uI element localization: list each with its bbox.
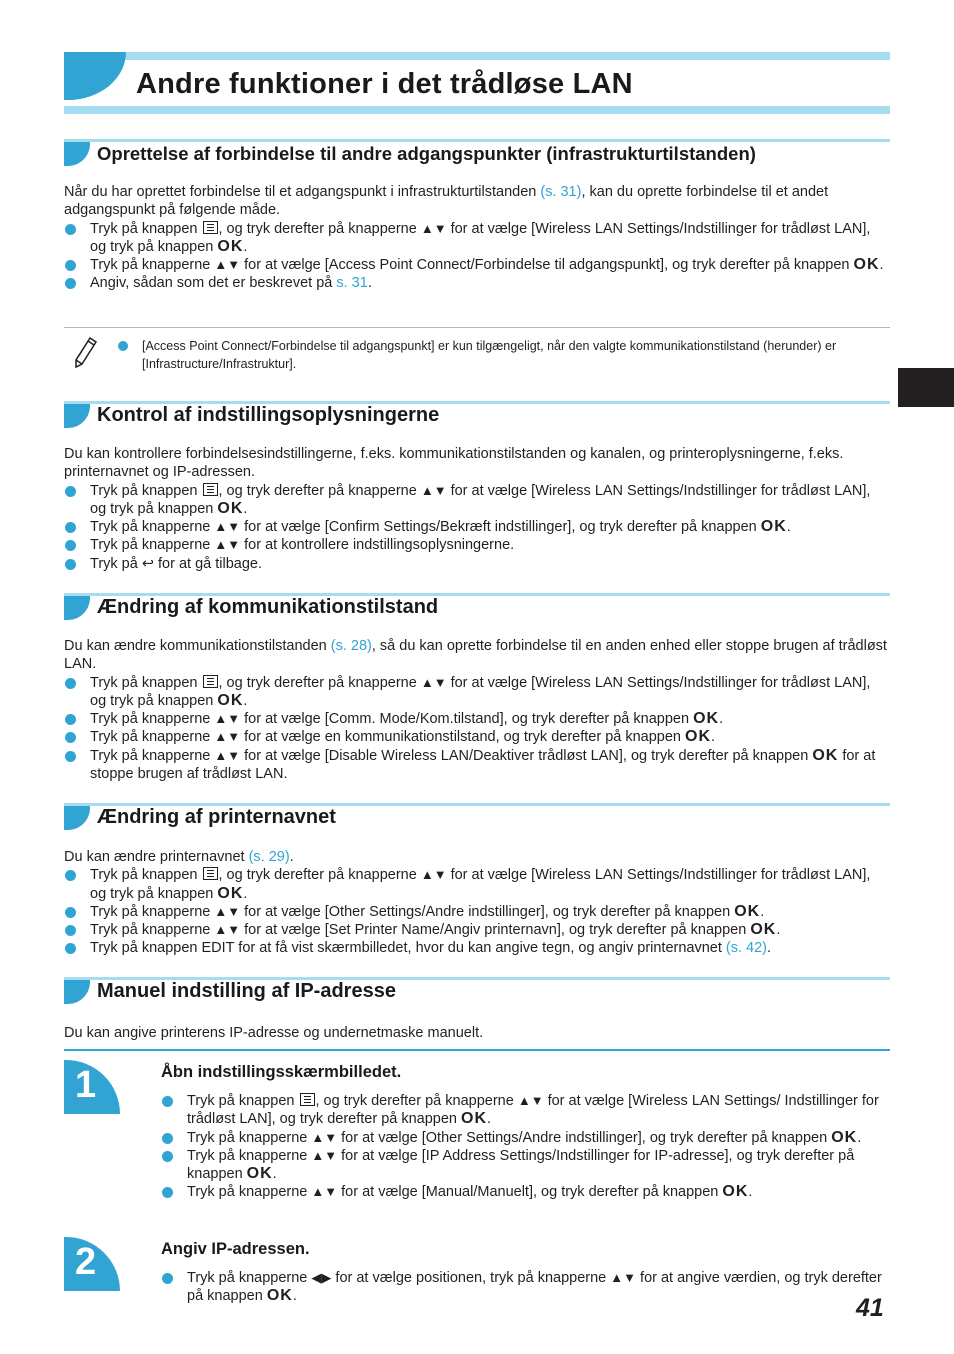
bullet-icon xyxy=(118,341,128,351)
section-heading-bar xyxy=(64,401,890,429)
bullet-icon xyxy=(162,1151,173,1162)
section-check-settings xyxy=(64,401,890,572)
up-down-arrows-icon: ▲▼ xyxy=(420,867,447,883)
up-down-arrows-icon: ▲▼ xyxy=(311,1129,338,1145)
list-item: Tryk på knapperne ▲▼ for at vælge [Disable Wireless LAN/Deaktiver trådløst LAN], og tryk derefter på knappen OK for at stoppe brugen af trådløst LAN. xyxy=(64,747,890,784)
up-down-arrows-icon: ▲▼ xyxy=(311,1184,338,1200)
bullet-icon xyxy=(65,907,76,918)
section-comm-mode xyxy=(64,593,890,783)
section-title: Oprettelse af forbindelse til andre adgangspunkter (infrastrukturtilstanden) xyxy=(97,143,756,164)
up-down-arrows-icon: ▲▼ xyxy=(420,220,447,236)
up-down-arrows-icon: ▲▼ xyxy=(214,747,241,763)
section-tab-decoration xyxy=(64,142,90,166)
step-list xyxy=(64,866,890,957)
up-down-arrows-icon: ▲▼ xyxy=(517,1093,544,1108)
list-item: Tryk på knapperne ▲▼ for at kontrollere indstillingsoplysningerne. xyxy=(64,536,890,554)
section-heading-bar xyxy=(64,139,890,167)
ok-button-icon: OK xyxy=(217,237,244,255)
section-intro: Du kan ændre printernavnet (s. 29). xyxy=(64,849,294,865)
bullet-icon xyxy=(65,678,76,689)
list-item: Tryk på knappen , og tryk derefter på knapperne ▲▼ for at vælge [Wireless LAN Settings/ Indstillinger for trådløst LAN], og tryk derefter på knappen OK. xyxy=(161,1092,890,1129)
ok-button-icon: OK xyxy=(812,746,839,764)
step-list xyxy=(161,1269,890,1306)
up-down-arrows-icon: ▲▼ xyxy=(214,537,241,553)
list-item: Tryk på knapperne ▲▼ for at vælge [Access Point Connect/Forbindelse til adgangspunkt], og tryk derefter på knappen OK. xyxy=(64,256,890,274)
list-item: Tryk på knapperne ▲▼ for at vælge [IP Address Settings/Indstillinger for IP-adresse], og tryk derefter på knappen OK. xyxy=(161,1147,890,1184)
note-list xyxy=(116,337,886,373)
back-icon: ↩ xyxy=(141,555,154,572)
section-rule xyxy=(64,139,890,142)
ok-button-icon: OK xyxy=(461,1110,488,1128)
bullet-icon xyxy=(65,522,76,533)
menu-button-icon xyxy=(203,675,218,688)
ok-button-icon: OK xyxy=(217,499,244,517)
list-item: Tryk på ↩ for at gå tilbage. xyxy=(64,555,890,573)
ok-button-icon: OK xyxy=(685,728,712,746)
section-title: Manuel indstilling af IP-adresse xyxy=(97,980,396,1002)
bullet-icon xyxy=(162,1187,173,1198)
section-tab-decoration xyxy=(64,980,90,1004)
up-down-arrows-icon: ▲▼ xyxy=(214,257,241,273)
bullet-icon xyxy=(65,559,76,570)
bullet-icon xyxy=(65,486,76,497)
list-item: Tryk på knapperne ▲▼ for at vælge [Manual/Manuelt], og tryk derefter på knappen OK. xyxy=(161,1183,890,1201)
header-tab-decoration xyxy=(64,52,126,100)
bullet-icon xyxy=(65,925,76,936)
menu-button-icon xyxy=(203,867,218,880)
section-intro: Du kan angive printerens IP-adresse og undernetmaske manuelt. xyxy=(64,1025,484,1041)
header-top-bar xyxy=(64,52,890,60)
left-right-arrows-icon: ◀▶ xyxy=(311,1270,332,1285)
section-tab-decoration xyxy=(64,596,90,620)
pencil-icon xyxy=(72,336,98,370)
bullet-icon xyxy=(65,260,76,271)
page-link[interactable]: s. 31 xyxy=(336,275,368,292)
ok-button-icon: OK xyxy=(831,1128,858,1146)
section-printer-name xyxy=(64,803,890,957)
ok-button-icon: OK xyxy=(217,884,244,902)
step-number-badge: 1 xyxy=(64,1060,120,1114)
page-number: 41 xyxy=(856,1294,884,1322)
list-item: Tryk på knapperne ▲▼ for at vælge [Confirm Settings/Bekræft indstillinger], og tryk derefter på knappen OK. xyxy=(64,518,890,536)
list-item: Tryk på knapperne ▲▼ for at vælge [Other Settings/Andre indstillinger], og tryk derefter på knappen OK. xyxy=(161,1129,890,1147)
section-heading-bar xyxy=(64,593,890,621)
bullet-icon xyxy=(65,278,76,289)
ok-button-icon: OK xyxy=(750,921,777,939)
page-title: Andre funktioner i det trådløse LAN xyxy=(136,68,633,100)
up-down-arrows-icon: ▲▼ xyxy=(420,674,447,690)
list-item: Tryk på knappen , og tryk derefter på knapperne ▲▼ for at vælge [Wireless LAN Settings/Indstillinger for trådløst LAN], og tryk på knappen OK. xyxy=(64,674,890,711)
up-down-arrows-icon: ▲▼ xyxy=(214,903,241,919)
section-tab-decoration xyxy=(64,806,90,830)
bullet-icon xyxy=(162,1273,173,1284)
ok-button-icon: OK xyxy=(734,902,761,920)
ok-button-icon: OK xyxy=(246,1165,273,1183)
step-title: Åbn indstillingsskærmbilledet. xyxy=(161,1063,402,1081)
section-infrastructure xyxy=(64,139,890,292)
page-link[interactable]: (s. 28) xyxy=(330,638,372,654)
ok-button-icon: OK xyxy=(266,1287,293,1305)
note-item: [Access Point Connect/Forbindelse til adgangspunkt] er kun tilgængeligt, når den valgte kommunikationstilstand (herunder) er [Infrastructure/Infrastruktur]. xyxy=(116,337,886,373)
bullet-icon xyxy=(65,540,76,551)
bullet-icon xyxy=(65,714,76,725)
section-heading-bar xyxy=(64,977,890,1005)
page-link[interactable]: (s. 29) xyxy=(248,849,290,865)
step-list xyxy=(64,220,890,293)
list-item: Tryk på knappen EDIT for at få vist skærmbilledet, hvor du kan angive tegn, og angiv printernavnet (s. 42). xyxy=(64,939,890,957)
chapter-tab xyxy=(898,368,954,407)
section-title: Kontrol af indstillingsoplysningerne xyxy=(97,404,440,426)
menu-button-icon xyxy=(203,221,218,234)
section-intro: Du kan ændre kommunikationstilstanden (s. 28), så du kan oprette forbindelse til en anden enhed eller stoppe brugen af trådløst LAN. xyxy=(64,638,887,673)
list-item: Tryk på knappen , og tryk derefter på knapperne ▲▼ for at vælge [Wireless LAN Settings/Indstillinger for trådløst LAN], og tryk på knappen OK. xyxy=(64,220,890,257)
step-number-badge: 2 xyxy=(64,1237,120,1291)
bullet-icon xyxy=(65,751,76,762)
section-heading-bar xyxy=(64,803,890,831)
ok-button-icon: OK xyxy=(722,1183,749,1201)
section-intro: Når du har oprettet forbindelse til et adgangspunkt i infrastrukturtilstanden (s. 31), kan du oprette forbindelse til et andet adgangspunkt på følgende måde. xyxy=(64,184,829,219)
ok-button-icon: OK xyxy=(853,256,880,274)
list-item: Angiv, sådan som det er beskrevet på s. 31. xyxy=(64,274,890,292)
bullet-icon xyxy=(162,1133,173,1144)
section-title: Ændring af printernavnet xyxy=(97,806,336,828)
bullet-icon xyxy=(65,732,76,743)
main-header xyxy=(64,52,890,116)
up-down-arrows-icon: ▲▼ xyxy=(311,1147,338,1163)
bullet-icon xyxy=(162,1096,173,1107)
ok-button-icon: OK xyxy=(760,518,787,536)
list-item: Tryk på knappen , og tryk derefter på knapperne ▲▼ for at vælge [Wireless LAN Settings/Indstillinger for trådløst LAN], og tryk på knappen OK. xyxy=(64,866,890,903)
list-item: Tryk på knapperne ▲▼ for at vælge [Set Printer Name/Angiv printernavn], og tryk derefter på knappen OK. xyxy=(64,921,890,939)
list-item: Tryk på knapperne ▲▼ for at vælge [Other Settings/Andre indstillinger], og tryk derefter på knappen OK. xyxy=(64,903,890,921)
menu-button-icon xyxy=(203,483,218,496)
list-item: Tryk på knapperne ▲▼ for at vælge en kommunikationstilstand, og tryk derefter på knappen OK. xyxy=(64,728,890,746)
section-tab-decoration xyxy=(64,404,90,428)
list-item: Tryk på knapperne ▲▼ for at vælge [Comm. Mode/Kom.tilstand], og tryk derefter på knappen OK. xyxy=(64,710,890,728)
up-down-arrows-icon: ▲▼ xyxy=(214,729,241,745)
note-box xyxy=(64,327,890,371)
list-item: Tryk på knappen , og tryk derefter på knapperne ▲▼ for at vælge [Wireless LAN Settings/Indstillinger for trådløst LAN], og tryk på knappen OK. xyxy=(64,482,890,519)
section-manual-ip xyxy=(64,977,890,1041)
menu-button-icon xyxy=(300,1093,315,1106)
section-intro: Du kan kontrollere forbindelsesindstillingerne, f.eks. kommunikationstilstanden og kanalen, og printeroplysningerne, f.eks. printernavnet og IP-adressen. xyxy=(64,446,844,481)
up-down-arrows-icon: ▲▼ xyxy=(610,1270,637,1285)
page-link[interactable]: (s. 42) xyxy=(725,940,768,957)
step-list xyxy=(161,1092,890,1202)
bullet-icon xyxy=(65,870,76,881)
ok-button-icon: OK xyxy=(217,691,244,709)
step-title: Angiv IP-adressen. xyxy=(161,1240,310,1258)
bullet-icon xyxy=(65,943,76,954)
up-down-arrows-icon: ▲▼ xyxy=(214,519,241,535)
bullet-icon xyxy=(65,224,76,235)
step-divider xyxy=(64,1049,890,1051)
section-title: Ændring af kommunikationstilstand xyxy=(97,596,439,618)
page-link[interactable]: (s. 31) xyxy=(540,184,582,200)
ok-button-icon: OK xyxy=(693,710,720,728)
up-down-arrows-icon: ▲▼ xyxy=(214,922,241,938)
step-list xyxy=(64,482,890,573)
step-list xyxy=(64,674,890,784)
up-down-arrows-icon: ▲▼ xyxy=(420,482,447,498)
list-item: Tryk på knapperne ◀▶ for at vælge positionen, tryk på knapperne ▲▼ for at angive værdien, og tryk derefter på knappen OK. xyxy=(161,1269,890,1306)
header-bottom-bar xyxy=(64,106,890,114)
up-down-arrows-icon: ▲▼ xyxy=(214,711,241,727)
